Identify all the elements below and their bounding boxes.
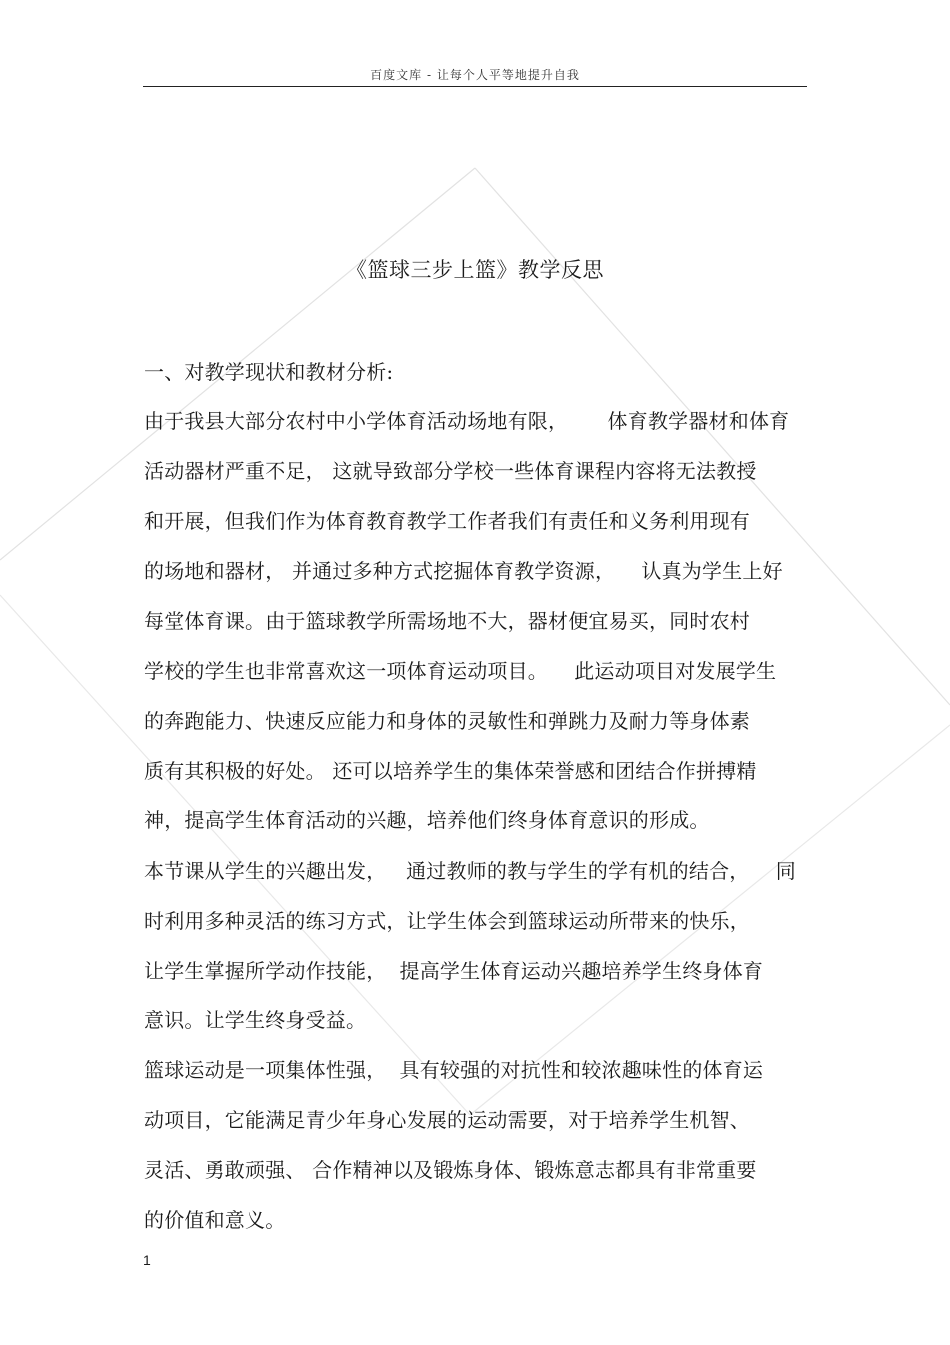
- body-line: 灵活、勇敢顽强、 合作精神以及锻炼身体、锻炼意志都具有非常重要: [144, 1158, 757, 1182]
- section-heading: 一、对教学现状和教材分析:: [144, 360, 394, 384]
- document-title: 《篮球三步上篮》教学反思: [346, 258, 604, 282]
- body-line: 活动器材严重不足， 这就导致部分学校一些体育课程内容将无法教授: [144, 459, 757, 483]
- body-line: 质有其积极的好处。 还可以培养学生的集体荣誉感和团结合作拼搏精: [144, 759, 757, 783]
- page-number: 1: [143, 1252, 151, 1268]
- body-line: 让学生掌握所学动作技能， 提高学生体育运动兴趣培养学生终身体育: [144, 959, 764, 983]
- body-line: 意识。让学生终身受益。: [144, 1008, 367, 1032]
- running-header: 百度文库 - 让每个人平等地提升自我: [370, 68, 580, 82]
- body-line: 的场地和器材， 并通过多种方式挖掘体育教学资源， 认真为学生上好: [144, 559, 783, 583]
- header-divider: [143, 86, 807, 87]
- body-line: 和开展，但我们作为体育教育教学工作者我们有责任和义务利用现有: [144, 509, 750, 533]
- body-line: 时利用多种灵活的练习方式，让学生体会到篮球运动所带来的快乐，: [144, 909, 750, 933]
- body-line: 由于我县大部分农村中小学体育活动场地有限， 体育教学器材和体育: [144, 409, 790, 433]
- body-line: 的价值和意义。: [144, 1208, 286, 1232]
- body-line: 的奔跑能力、快速反应能力和身体的灵敏性和弹跳力及耐力等身体素: [144, 709, 750, 733]
- body-line: 篮球运动是一项集体性强， 具有较强的对抗性和较浓趣味性的体育运: [144, 1058, 764, 1082]
- body-line: 每堂体育课。由于篮球教学所需场地不大，器材便宜易买，同时农村: [144, 609, 750, 633]
- body-line: 神，提高学生体育活动的兴趣，培养他们终身体育意识的形成。: [144, 808, 710, 832]
- body-line: 学校的学生也非常喜欢这一项体育运动项目。 此运动项目对发展学生: [144, 659, 777, 683]
- body-line: 本节课从学生的兴趣出发， 通过教师的教与学生的学有机的结合， 同: [144, 859, 796, 883]
- body-line: 动项目，它能满足青少年身心发展的运动需要，对于培养学生机智、: [144, 1108, 750, 1132]
